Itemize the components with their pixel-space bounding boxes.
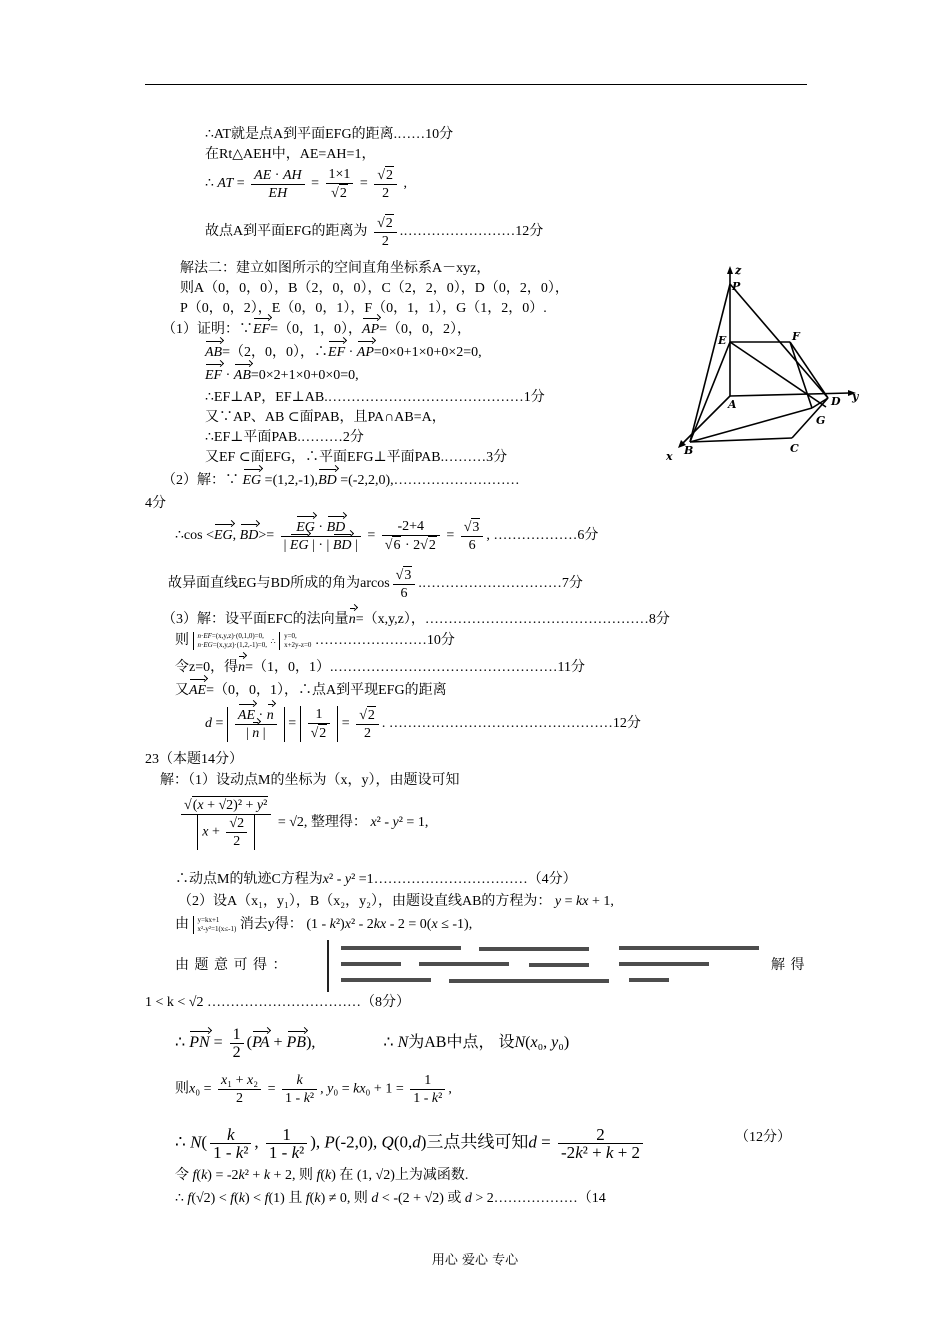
formula-n: ∴ N( $\frac{k}{\text{1 - k²}}$ , $\frac{1}{\text{1 - k²}}$ ), P(-2,0), Q(0,d)三点共线可知d = $\frac{2}{\text{-2k² + k + 2}}$	[175, 1126, 646, 1161]
text-line: EF · AB=0×2+1×0+0×0=0,	[205, 368, 359, 383]
text-line: 又AE=（0，0，1），∴点A到平现EFG的距离	[175, 683, 447, 698]
text-line: 由 y=kx+1 x²-y²=1(x≤-1) 消去y得： (1 - k²)x² - 2kx - 2 = 0(x ≤ -1),	[175, 916, 473, 933]
text-line: ∴AT就是点A到平面EFG的距离.……10分	[205, 127, 454, 142]
text-line: 由 题 意 可 得 ：	[175, 958, 288, 973]
text-line: （12分）	[735, 1130, 791, 1145]
text-line: 则A（0，0，0），B（2，0，0），C（2，2，0），D（0，2，0），	[180, 281, 569, 296]
text-line: 令 f(k) = -2k² + k + 2, 则 f(k) 在 (1, √2)上为减函数.	[175, 1168, 469, 1183]
text-line: AB=（2，0，0），∴EF · AP=0×0+1×0+0×2=0,	[205, 345, 482, 360]
svg-text:B: B	[684, 444, 694, 457]
text-line: ∴ f(√2) < f(k) < f(1) 且 f(k) ≠ 0, 则 d < -(2 + √2) 或 d > 2………………（14	[175, 1191, 606, 1206]
svg-text:D: D	[831, 395, 841, 408]
text-line: （1）证明：∵EF=（0，1，0），AP=（0，0，2），	[162, 322, 472, 337]
text-line: ∴EF⊥平面PAB.………2分	[205, 430, 364, 445]
svg-text:y: y	[852, 390, 859, 403]
text-line: ∴动点M的轨迹C方程为x² - y² =1……………………………（4分）	[175, 872, 577, 887]
svg-text:C: C	[790, 442, 799, 455]
text-line: （3）解：设平面EFC的法向量n=（x,y,z），…………………………………………8分	[162, 612, 670, 627]
text-line: （2）解：∵ EG =(1,2,-1),BD =(-2,2,0),………………………	[162, 473, 520, 488]
text-line: 令z=0，得n=（1，0，1）.…………………………………………11分	[175, 660, 585, 675]
text-line: 4分	[145, 496, 166, 511]
text-line: 又∵AP、AB ⊂面PAB，且PA∩AB=A，	[205, 410, 446, 425]
text-line: 解 得	[771, 958, 806, 973]
svg-text:F: F	[792, 330, 800, 343]
text-line: （2）设A（x₁，y₁），B（x₂，y₂），由题设直线AB的方程为： y = kx + 1,	[178, 894, 614, 909]
problem-heading: 23（本题14分）	[145, 752, 243, 767]
header-rule	[145, 84, 807, 85]
text-line: 解：（1）设动点M的坐标为（x，y），由题设可知	[160, 773, 460, 788]
svg-text:z: z	[735, 264, 742, 277]
text-line: 故异面直线EG与BD所成的角为arcos $\frac{√3}{6}$ .…………………………7分	[168, 568, 583, 601]
svg-text:G: G	[816, 414, 826, 427]
text-line: 则 n·EF=(x,y,z)·(0,1,0)=0, n·EG=(x,y,z)·(1,2,-1)=0, ∴ y=0, x+2y-z=0 ……………………10分	[175, 632, 455, 649]
formula-at: ∴ AT = $\frac{AE \cdot AH}{EH}$ = $\frac{1\times 1}{√2}$ = $\frac{√2}{2}$ ,	[205, 167, 408, 201]
pyramid-figure	[660, 262, 870, 462]
text-line: 又EF ⊂面EFG，∴平面EFG⊥平面PAB.………3分	[205, 450, 508, 465]
formula-x0: 则x₀ = $\frac{\text{x₁ + x₂}}{2}$ = $\frac{k}{\text{1 - k²}}$ , y₀ = kx₀ + 1 = $\frac{1}{\text{1 - k²}}$ ,	[175, 1073, 452, 1106]
svg-text:x: x	[666, 450, 673, 462]
formula-cos: ∴cos <EG, BD>= $\frac{EG \cdot BD}{| EG | \cdot | BD |}$ = $\frac{-2+4}{√6 \cdot 2√2}$ = $\frac{√3}{6}$ , ………………6分	[175, 519, 599, 553]
illegible-conditions	[327, 940, 767, 992]
text-line: P（0，0，2），E（0，0，1），F（0，1，1），G（1，2，0）.	[180, 301, 547, 316]
formula-d: d = $\frac{AE \cdot n}{| n |}$ = $\frac{1}{√2}$ = $\frac{√2}{2}$ . …………………………………………12分	[205, 707, 641, 741]
text-line: 1 < k < √2 ……………………………（8分）	[145, 995, 410, 1010]
formula-locus: √(x + √2)² + y² x + $\frac{√2}{2}$ = √2, 整理得： x² - y² = 1,	[178, 796, 428, 850]
text-line: ∴EF⊥AP，EF⊥AB.……………………………………1分	[205, 390, 545, 405]
formula-pn: ∴ PN = $\frac{1}{2}$ (PA + PB), ∴ N为AB中点， 设N(x₀, y₀)	[175, 1026, 570, 1061]
svg-text:P: P	[732, 280, 741, 293]
svg-text:E: E	[718, 334, 727, 347]
text-line: 故点A到平面EFG的距离为 $\frac{√2}{2}$ .……………………12分	[205, 216, 544, 249]
svg-text:A: A	[728, 398, 737, 411]
text-line: 在Rt△AEH中，AE=AH=1，	[205, 147, 376, 162]
page-footer: 用心 爱心 专心	[431, 1253, 519, 1268]
text-line: 解法二：建立如图所示的空间直角坐标系A－xyz，	[180, 261, 491, 276]
